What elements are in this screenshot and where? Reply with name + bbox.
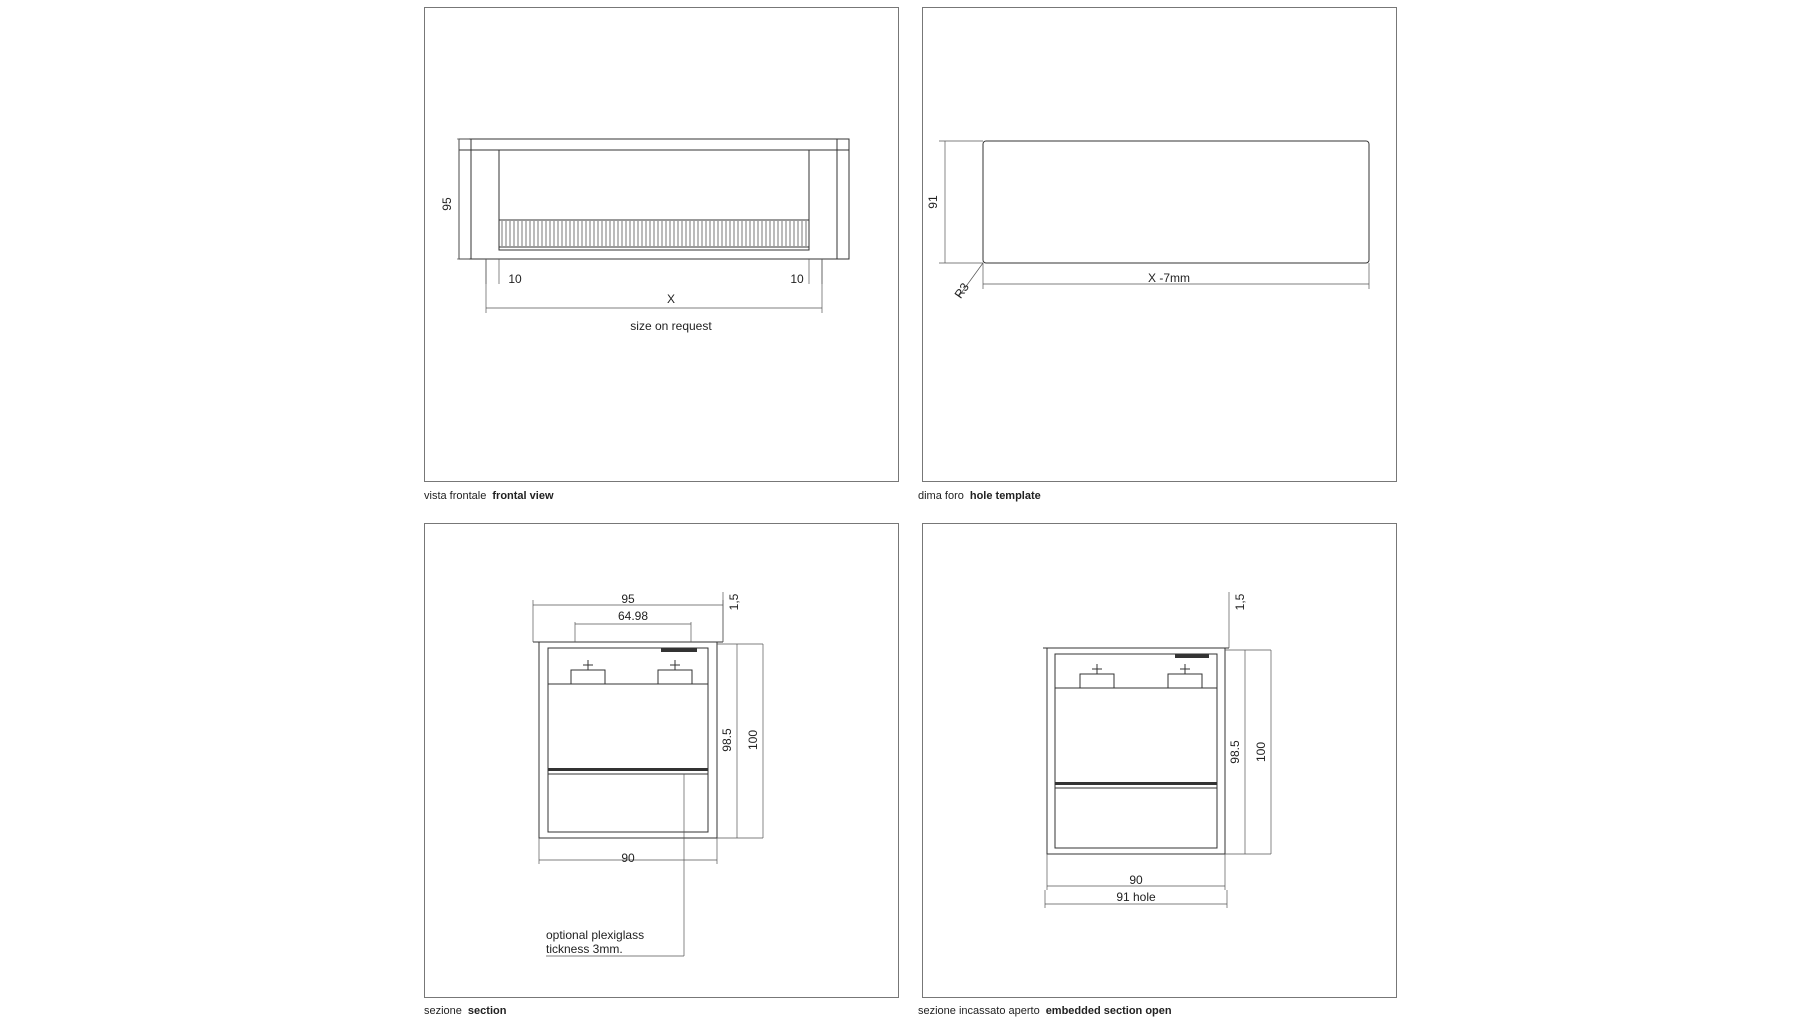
frontal-view-panel [424,7,899,482]
hole-caption-it: dima foro [918,490,964,502]
embedded-height-label: 100 [1254,741,1268,763]
section-body [539,642,717,838]
section-height-label: 100 [746,729,760,751]
frontal-right-margin-label: 10 [790,272,804,286]
embedded-caption-it: sezione incassato aperto [918,1005,1040,1017]
embedded-width-label: 90 [1129,873,1143,887]
embedded-section-drawing [923,524,1396,997]
section-plexiglass [548,768,708,771]
hole-height-label: 91 [926,195,940,209]
section-bottom-width-label: 90 [621,851,635,865]
hole-template-caption [918,490,1041,502]
frontal-left-margin-label: 10 [508,272,522,286]
frontal-grille-slats [502,221,806,246]
section-top-width-label: 95 [621,592,635,606]
section-caption [424,1005,506,1017]
frontal-caption-en: frontal view [492,490,554,502]
embedded-inner-height-label: 98.5 [1228,740,1242,764]
embedded-lip-label: 1,5 [1233,593,1247,611]
frontal-caption-it: vista frontale [424,490,487,502]
section-note-line2: tickness 3mm. [546,942,623,956]
embedded-section-panel [922,523,1397,998]
section-note-line1: optional plexiglass [546,928,645,942]
section-lip-label: 1,5 [727,593,741,611]
hole-template-drawing [923,8,1396,481]
section-panel [424,523,899,998]
hole-caption-en: hole template [969,490,1041,502]
embedded-section-caption [918,1005,1172,1017]
embedded-body [1047,648,1225,854]
frontal-view-caption [424,490,554,502]
section-caption-it: sezione [424,1005,462,1017]
frontal-width-label: X [666,292,676,306]
embedded-hole-width-label: 91 hole [1116,890,1156,904]
section-caption-en: section [467,1005,507,1017]
section-inner-width-label: 64.98 [617,609,649,623]
section-inner-height-label: 98.5 [720,728,734,752]
frontal-size-note: size on request [630,319,712,333]
frontal-height-label: 95 [440,197,454,211]
embedded-plexiglass [1055,782,1217,785]
hole-radius-label: R3 [951,280,972,302]
hole-template-rect [983,141,1369,263]
section-drawing [425,524,898,997]
embedded-caption-en: embedded section open [1045,1005,1172,1017]
hole-template-panel [922,7,1397,482]
frontal-view-drawing [425,8,898,481]
hole-width-label: X -7mm [1148,271,1190,285]
